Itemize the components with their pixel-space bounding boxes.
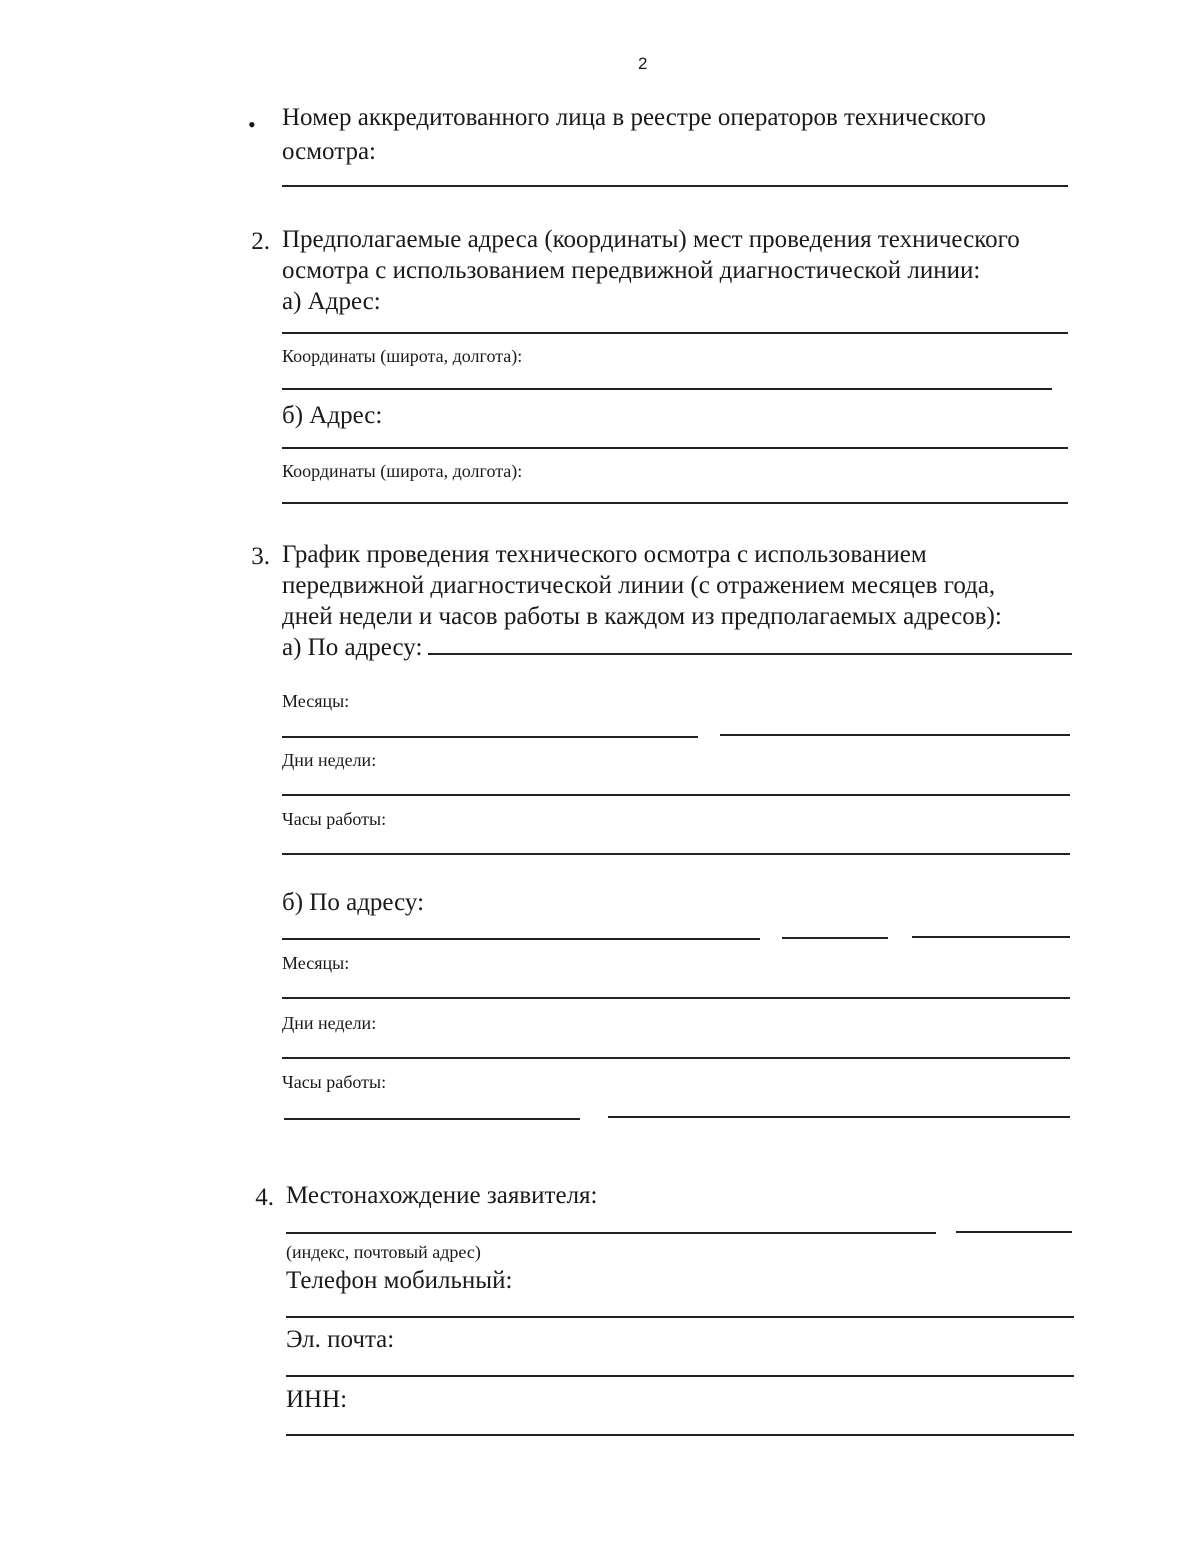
section-3-title-line1: График проведения технического осмотра с использованием xyxy=(282,541,927,568)
s3-a-days-label: Дни недели: xyxy=(282,750,377,770)
s2-a-address-label: а) Адрес: xyxy=(282,288,381,315)
s3-b-hours-field-left[interactable] xyxy=(284,1118,580,1120)
phone-label: Телефон мобильный: xyxy=(286,1267,513,1294)
s2-b-coords-label: Координаты (широта, долгота): xyxy=(282,461,523,481)
s2-a-address-field[interactable] xyxy=(282,332,1068,334)
applicant-address-field-right[interactable] xyxy=(956,1231,1072,1233)
section-2-number: 2. xyxy=(251,228,270,255)
s3-b-address-field-right[interactable] xyxy=(912,936,1070,938)
s3-b-days-label: Дни недели: xyxy=(282,1013,377,1033)
phone-field[interactable] xyxy=(286,1316,1074,1318)
section-4-number: 4. xyxy=(255,1184,274,1211)
inn-label: ИНН: xyxy=(286,1386,348,1413)
section-4-title: Местонахождение заявителя: xyxy=(286,1182,598,1209)
s2-b-address-label: б) Адрес: xyxy=(282,402,383,429)
s3-a-address-label: а) По адресу: xyxy=(282,634,423,661)
s2-b-coords-field[interactable] xyxy=(282,502,1068,504)
inn-field[interactable] xyxy=(286,1434,1074,1436)
s2-a-coords-field[interactable] xyxy=(282,388,1052,390)
accreditation-label-line1: Номер аккредитованного лица в реестре операторов технического xyxy=(282,104,986,131)
s3-a-months-field-left[interactable] xyxy=(282,736,698,738)
email-label: Эл. почта: xyxy=(286,1326,395,1353)
section-2-title-line1: Предполагаемые адреса (координаты) мест проведения технического xyxy=(282,226,1020,253)
email-field[interactable] xyxy=(286,1375,1074,1377)
s3-a-hours-label: Часы работы: xyxy=(282,809,387,829)
section-3-number: 3. xyxy=(251,543,270,570)
index-note: (индекс, почтовый адрес) xyxy=(286,1242,481,1262)
section-3-title-line3: дней недели и часов работы в каждом из предполагаемых адресов): xyxy=(282,603,1002,630)
s3-b-hours-label: Часы работы: xyxy=(282,1072,387,1092)
s3-b-address-label: б) По адресу: xyxy=(282,889,425,916)
s3-b-hours-field-right[interactable] xyxy=(608,1116,1070,1118)
applicant-address-field-left[interactable] xyxy=(286,1232,936,1234)
s2-a-coords-label: Координаты (широта, долгота): xyxy=(282,346,523,366)
s3-b-months-label: Месяцы: xyxy=(282,953,350,973)
s3-a-months-field-right[interactable] xyxy=(720,734,1070,736)
s3-a-address-field[interactable] xyxy=(428,653,1072,655)
s3-b-address-field-mid[interactable] xyxy=(782,937,888,939)
s3-b-days-field[interactable] xyxy=(282,1057,1070,1059)
section-2-title-line2: осмотра с использованием передвижной диагностической линии: xyxy=(282,257,981,284)
section-3-title-line2: передвижной диагностической линии (с отражением месяцев года, xyxy=(282,572,996,599)
accreditation-label-line2: осмотра: xyxy=(282,138,376,165)
s3-b-address-field-left[interactable] xyxy=(282,938,760,940)
s3-b-months-field[interactable] xyxy=(282,997,1070,999)
s2-b-address-field[interactable] xyxy=(282,447,1068,449)
s3-a-days-field[interactable] xyxy=(282,794,1070,796)
s3-a-months-label: Месяцы: xyxy=(282,691,350,711)
bullet-marker: • xyxy=(248,112,256,137)
s3-a-hours-field[interactable] xyxy=(282,853,1070,855)
page-number: 2 xyxy=(638,54,648,73)
accreditation-number-field[interactable] xyxy=(282,185,1068,187)
